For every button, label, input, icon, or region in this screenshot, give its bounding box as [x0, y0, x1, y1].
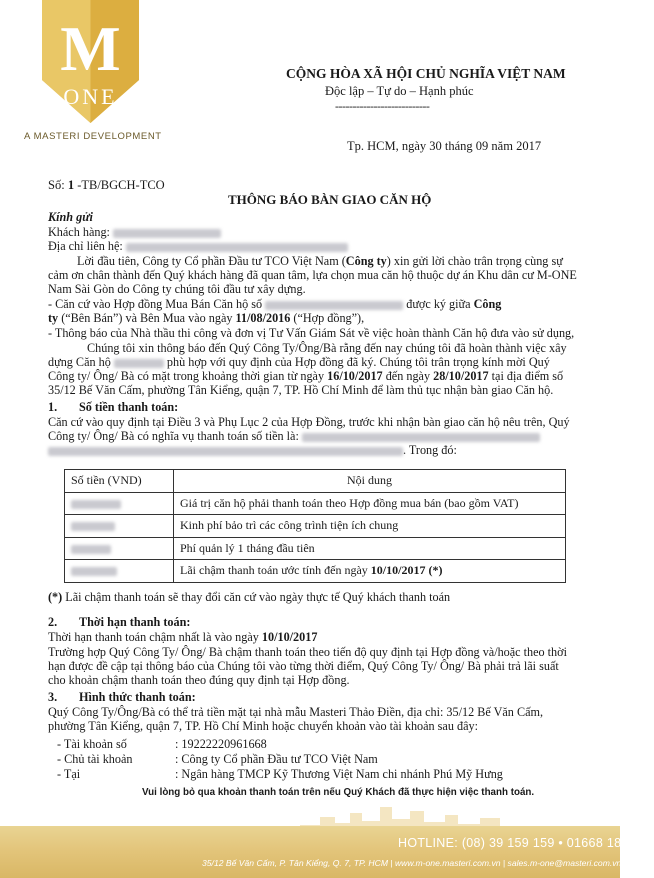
redacted-value [71, 500, 121, 509]
amount-cell [65, 560, 174, 583]
svg-text:ONE: ONE [63, 84, 118, 109]
content-cell: Phí quản lý 1 tháng đầu tiên [174, 537, 566, 560]
header-amount: Số tiền (VND) [65, 470, 174, 493]
footer-band [0, 826, 620, 878]
table-header-row [65, 470, 566, 493]
intro-line-3: Nam Sài Gòn do Công ty chúng tôi đầu tư xây dựng. [48, 282, 306, 296]
hotline: HOTLINE: (08) 39 159 159 • 01668 189 189 [398, 836, 654, 850]
section-2-number: 2. [48, 615, 58, 629]
bank-label: - Tại [57, 767, 81, 781]
intro-line-2: cảm ơn chân thành đến Quý khách hàng đã quan tâm, lựa chọn mua căn hộ thuộc dự án Khu dân cư M-ONE [48, 268, 577, 282]
section-1-line-2: Công ty/ Ông/ Bà có nghĩa vụ thanh toán số tiền là: [48, 429, 540, 444]
document-number: Số: 1 -TB/BGCH-TCO [48, 178, 165, 192]
developer-tagline: A MASTERI DEVELOPMENT [24, 131, 162, 142]
table-row [65, 537, 566, 560]
section-3-line-1: Quý Công Ty/Ông/Bà có thể trả tiền mặt tại nhà mẫu Masteri Thảo Điền, địa chỉ: 35/12 Bế Văn Cấm, [48, 705, 544, 719]
amount-cell [65, 537, 174, 560]
section-2-line-2: Trường hợp Quý Công Ty/ Ông/ Bà chậm thanh toán theo tiến độ quy định tại Hợp đồng và/hoặc theo thời [48, 645, 567, 659]
section-1-line-3: . Trong đó: [48, 443, 457, 458]
table-row [65, 560, 566, 583]
footnote: (*) Lãi chậm thanh toán sẽ thay đổi căn cứ vào ngày thực tế Quý khách thanh toán [48, 590, 451, 604]
content-cell: Lãi chậm thanh toán ước tính đến ngày 10/10/2017 (*) [174, 560, 566, 583]
place-date: Tp. HCM, ngày 30 tháng 09 năm 2017 [347, 139, 542, 153]
bank-value: : Ngân hàng TMCP Kỹ Thương Việt Nam chi nhánh Phú Mỹ Hưng [175, 767, 503, 781]
account-holder-value: : Công ty Cổ phần Đầu tư TCO Việt Nam [175, 752, 378, 766]
amount-cell [65, 492, 174, 515]
header-content: Nội dung [174, 470, 566, 493]
footer-address: 35/12 Bế Văn Cấm, P. Tân Kiểng, Q. 7, TP. HCM | www.m-one.masteri.com.vn | sales.m-one@masteri.com.vn [202, 858, 622, 868]
address-line: Địa chỉ liên hệ: [48, 239, 348, 254]
section-2-line-3: hạn được đề cập tại thông báo của Chúng tôi vào từng thời điểm, Quý Công Ty/ Ông/ Bà phải trả lãi suất [48, 659, 559, 673]
notice-line-4: 35/12 Bế Văn Cấm, phường Tân Kiểng, quận 7, TP. Hồ Chí Minh để làm thủ tục nhận bàn giao Căn hộ. [48, 383, 554, 397]
salutation: Kính gửi [48, 210, 93, 224]
content-cell: Giá trị căn hộ phải thanh toán theo Hợp đồng mua bán (bao gồm VAT) [174, 492, 566, 515]
redacted-contract-number [265, 301, 403, 310]
contractor-notice: - Thông báo của Nhà thầu thi công và đơn vị Tư Vấn Giám Sát về việc hoàn thành Căn hộ đưa vào sử dụng, [48, 326, 575, 340]
document-title: THÔNG BÁO BÀN GIAO CĂN HỘ [228, 192, 432, 207]
redacted-address [126, 243, 348, 252]
redacted-apartment [114, 359, 164, 368]
national-motto: Độc lập – Tự do – Hạnh phúc [325, 84, 474, 98]
section-3-number: 3. [48, 690, 58, 704]
section-1-line-1: Căn cứ vào quy định tại Điều 3 và Phụ Lục 2 của Hợp Đồng, trước khi nhận bàn giao căn hộ nêu trên, Quý [48, 415, 570, 429]
section-3-line-2: phường Tân Kiểng, quận 7, TP. Hồ Chí Minh hoặc chuyển khoản vào tài khoản sau đây: [48, 719, 478, 733]
table-row [65, 492, 566, 515]
contract-line-2: ty (“Bên Bán”) và Bên Mua vào ngày 11/08/2016 (“Hợp đồng”), [48, 311, 365, 325]
header-divider: --------------------------- [335, 99, 430, 113]
m-one-logo [38, 0, 143, 123]
redacted-name [113, 229, 221, 238]
account-number-label: - Tài khoản số [57, 737, 127, 751]
section-3-title: Hình thức thanh toán: [79, 690, 196, 704]
ignore-notice: Vui lòng bỏ qua khoản thanh toán trên nếu Quý Khách đã thực hiện việc thanh toán. [142, 787, 535, 798]
redacted-value [71, 522, 115, 531]
svg-text:M: M [60, 13, 121, 84]
redacted-amount [302, 433, 540, 442]
notice-line-3: Công ty/ Ông/ Bà có mặt trong khoảng thời gian từ ngày 16/10/2017 đến ngày 28/10/2017 tại địa điểm số [48, 369, 564, 383]
contract-line-1: - Căn cứ vào Hợp đồng Mua Bán Căn hộ số được ký giữa Công [48, 297, 502, 311]
content-cell: Kinh phí bảo trì các công trình tiện ích chung [174, 515, 566, 538]
account-number-value: : 19222220961668 [175, 737, 267, 751]
section-2-line-1: Thời hạn thanh toán chậm nhất là vào ngày 10/10/2017 [48, 630, 318, 644]
national-title: CỘNG HÒA XÃ HỘI CHỦ NGHĨA VIỆT NAM [286, 66, 566, 81]
section-2-title: Thời hạn thanh toán: [79, 615, 191, 629]
amount-cell [65, 515, 174, 538]
notice-line-2: dựng Căn hộ phù hợp với quy định của Hợp đồng đã ký. Chúng tôi trân trọng kính mời Quý [48, 355, 550, 369]
payment-table [64, 469, 566, 583]
intro-line-1: Lời đầu tiên, Công ty Cổ phần Đầu tư TCO Việt Nam (Công ty) xin gửi lời chào trân trọng cùng sự [77, 254, 563, 268]
redacted-amount-words [48, 447, 403, 456]
redacted-value [71, 545, 111, 554]
section-1-number: 1. [48, 400, 58, 414]
section-1-title: Số tiền thanh toán: [79, 400, 179, 414]
customer-line: Khách hàng: [48, 225, 221, 240]
account-holder-label: - Chủ tài khoản [57, 752, 133, 766]
redacted-value [71, 567, 117, 576]
section-2-line-4: cho khoản chậm thanh toán theo đúng quy định tại Hợp đồng. [48, 673, 350, 687]
table-row [65, 515, 566, 538]
notice-line-1: Chúng tôi xin thông báo đến Quý Công Ty/Ông/Bà rằng đến nay chúng tôi đã hoàn thành việc xây [87, 341, 567, 355]
